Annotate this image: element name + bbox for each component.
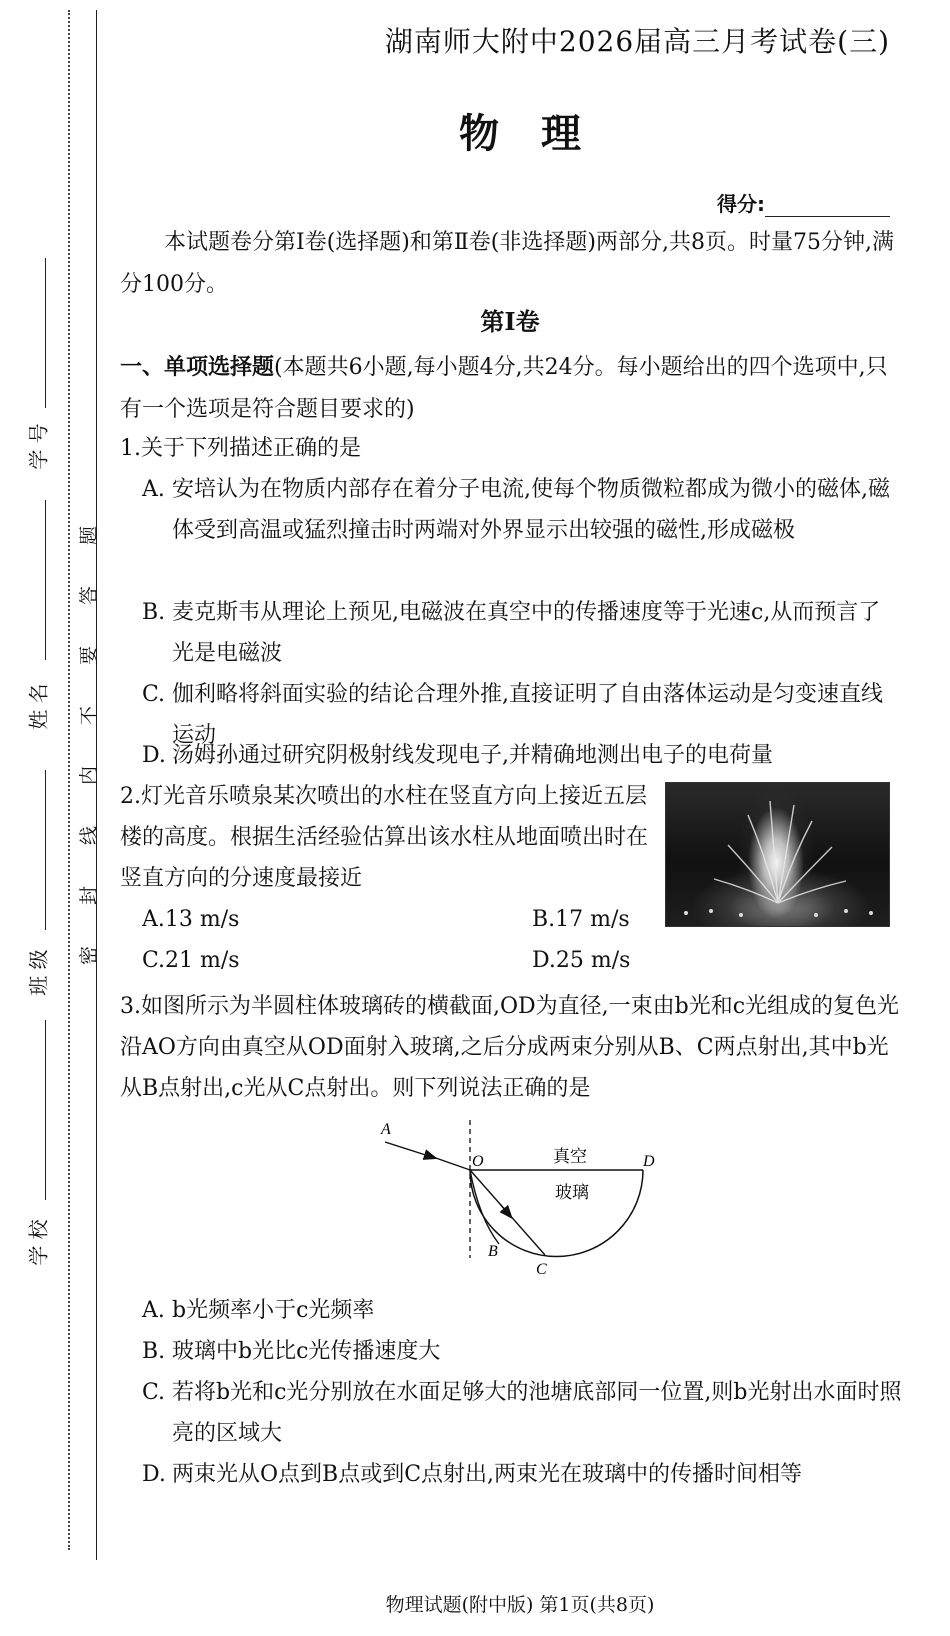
option-text: 21 m/s [165, 948, 240, 973]
question-2-stem: 2.灯光音乐喷泉某次喷出的水柱在竖直方向上接近五层楼的高度。根据生活经验估算出该水柱从地面喷出时在竖直方向的分速度最接近 [120, 784, 649, 891]
intro-text: 本试题卷分第Ⅰ卷(选择题)和第Ⅱ卷(非选择题)两部分,共8页。时量75分钟,满分100分。 [120, 230, 894, 297]
class-label: 班 级 [26, 949, 51, 996]
option-label: C. [142, 1380, 166, 1405]
name-label: 姓 名 [26, 683, 51, 730]
option-label: C. [142, 682, 166, 707]
option-text: 汤姆孙通过研究阴极射线发现电子,并精确地测出电子的电荷量 [172, 743, 773, 768]
score-blank[interactable] [765, 195, 890, 217]
option-text: 两束光从O点到B点或到C点射出,两束光在玻璃中的传播时间相等 [172, 1462, 803, 1487]
seal-char: 题 [78, 525, 101, 546]
part-one-heading [120, 346, 900, 431]
school-field[interactable] [45, 1020, 46, 1200]
school-label: 学 校 [26, 1219, 51, 1266]
option-label: C. [142, 948, 166, 973]
seal-char: 密 [78, 945, 101, 966]
option-text: 安培认为在物质内部存在着分子电流,使每个物质微粒都成为微小的磁体,磁体受到高温或猛烈撞击时两端对外界显示出较强的磁性,形成磁极 [172, 477, 890, 543]
incident-ray-arrow [385, 1142, 435, 1158]
label-vacuum: 真空 [553, 1147, 587, 1167]
question-3-option-d[interactable] [142, 1454, 902, 1495]
fountain-photo [665, 782, 890, 927]
binding-margin [0, 0, 110, 1636]
question-3-option-c[interactable] [142, 1372, 902, 1454]
option-text: 若将b光和c光分别放在水面足够大的池塘底部同一位置,则b光射出水面时照亮的区域大 [172, 1380, 902, 1446]
option-label: B. [142, 1339, 166, 1364]
question-1-option-b[interactable] [142, 592, 902, 674]
label-c: C [536, 1261, 547, 1278]
page-footer: 物理试题(附中版) 第1页(共8页) [385, 1594, 655, 1616]
class-field[interactable] [45, 770, 46, 930]
option-text: 伽利略将斜面实验的结论合理外推,直接证明了自由落体运动是匀变速直线运动 [172, 682, 883, 748]
ray-b [470, 1170, 499, 1244]
question-1-option-a[interactable] [142, 469, 902, 551]
part-one-title: 一、单项选择题 [120, 354, 275, 380]
score-label: 得分: [717, 192, 765, 216]
option-label: B. [142, 600, 166, 625]
question-3-stem: 3.如图所示为半圆柱体玻璃砖的横截面,OD为直径,一束由b光和c光组成的复色光沿AO方向由真空从OD面射入玻璃,之后分成两束分别从B、C两点射出,其中b光从B点射出,c光从C点射出。则下列说法正确的是 [120, 994, 900, 1101]
student-id-field[interactable] [45, 258, 46, 408]
option-text: 25 m/s [555, 948, 631, 973]
question-1-stem: 1.关于下列描述正确的是 [120, 436, 361, 461]
question-2-option-a[interactable] [142, 899, 239, 940]
seal-dotted-line [68, 10, 70, 1550]
option-label: D. [142, 743, 166, 768]
incident-ray [433, 1157, 470, 1170]
question-1-option-d[interactable] [142, 735, 902, 776]
seal-char: 线 [78, 825, 101, 846]
label-a: A [381, 1121, 391, 1138]
question-2-option-d[interactable] [532, 940, 630, 981]
seal-char: 要 [78, 645, 101, 666]
student-id-label: 学 号 [26, 423, 51, 470]
option-label: A. [142, 477, 165, 502]
exam-page [120, 0, 920, 1636]
question-3-option-b[interactable] [142, 1331, 902, 1372]
option-label: B. [532, 907, 556, 932]
name-field[interactable] [45, 500, 46, 660]
label-glass: 玻璃 [555, 1183, 589, 1203]
question-2-option-b[interactable] [532, 899, 630, 940]
subject-title: 物理 [459, 110, 623, 157]
label-o: O [472, 1153, 484, 1170]
seal-char: 封 [78, 885, 101, 906]
part-one-note: (本题共6小题,每小题4分,共24分。每小题给出的四个选项中,只有一个选项是符合题目要求的) [120, 355, 888, 422]
option-text: 麦克斯韦从理论上预见,电磁波在真空中的传播速度等于光速c,从而预言了光是电磁波 [172, 600, 881, 666]
refraction-diagram [375, 1118, 665, 1288]
label-d: D [643, 1153, 655, 1170]
seal-char: 不 [78, 705, 101, 726]
question-3-option-a[interactable] [142, 1290, 902, 1331]
score-box [717, 188, 890, 217]
option-label: A. [142, 1298, 165, 1323]
question-2-option-c[interactable] [142, 940, 240, 981]
seal-char: 内 [78, 765, 101, 786]
section-title: 第Ⅰ卷 [480, 307, 540, 336]
fountain-spray-graphic [666, 783, 891, 928]
option-text: 玻璃中b光比c光传播速度大 [172, 1339, 441, 1364]
option-label: D. [532, 948, 556, 973]
option-text: 13 m/s [164, 907, 240, 932]
seal-char: 答 [78, 585, 101, 606]
option-label: A. [142, 907, 165, 932]
option-label: D. [142, 1462, 166, 1487]
option-text: b光频率小于c光频率 [172, 1298, 375, 1323]
exam-title: 湖南师大附中2026届高三月考试卷(三) [384, 25, 890, 58]
label-b: B [488, 1243, 498, 1260]
option-text: 17 m/s [555, 907, 630, 932]
ray-c-arrow [500, 1204, 511, 1217]
